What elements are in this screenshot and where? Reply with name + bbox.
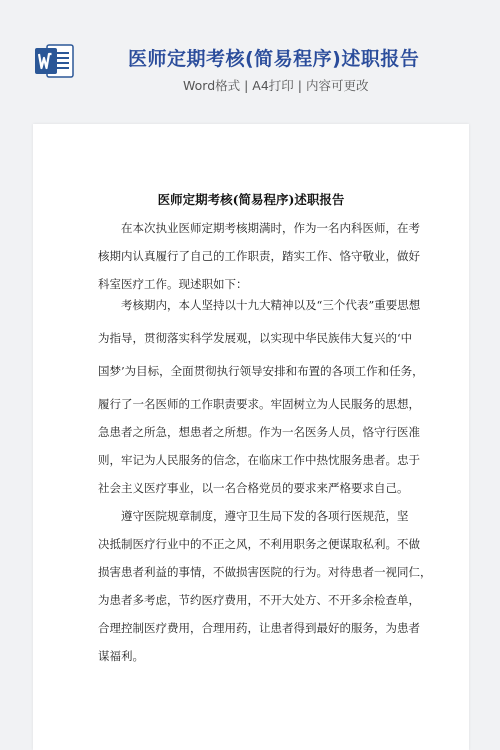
paragraph-line: 合理控制医疗费用，合理用药，让患者得到最好的服务，为患者 [98, 621, 420, 635]
paragraph-1 [98, 214, 420, 298]
paragraph-2 [98, 291, 424, 502]
paragraph-line: 急患者之所急，想患者之所想。作为一名医务人员，恪守行医准 [98, 425, 420, 439]
paragraph-line: 在本次执业医师定期考核期满时，作为一名内科医师，在考 [121, 221, 420, 235]
paragraph-3 [98, 502, 432, 670]
paragraph-line: 社会主义医疗事业，以一名合格党员的要求来严格要求自己。 [98, 481, 409, 495]
paragraph-line: 考核期内，本人坚持以十九大精神以及“三个代表”重要思想 [121, 298, 421, 312]
paragraph-line: 国梦’为目标，全面贯彻执行领导安排和布置的各项工作和任务， [98, 364, 424, 378]
paragraph-line: 为指导，贯彻落实科学发展观，以实现中华民族伟大复兴的‘中 [98, 331, 413, 345]
paragraph-line: 为患者多考虑，节约医疗费用，不开大处方、不开多余检查单， [98, 593, 420, 607]
paragraph-line: 遵守医院规章制度，遵守卫生局下发的各项行医规范，坚 [121, 509, 409, 523]
page-title: 医师定期考核(简易程序)述职报告 [157, 192, 345, 207]
paragraph-line: 核期内认真履行了自己的工作职责，踏实工作、恪守敬业，做好 [98, 249, 420, 263]
paragraph-line: 谋福利。 [98, 649, 144, 663]
paragraph-line: 决抵制医疗行业中的不正之风，不利用职务之便谋取私利。不做 [98, 537, 420, 551]
document-title: 医师定期考核(简易程序)述职报告 [128, 48, 420, 70]
paragraph-line: 科室医疗工作。现述职如下： [98, 277, 248, 291]
word-document-icon [33, 42, 75, 80]
paragraph-line: 履行了一名医师的工作职责要求。牢固树立为人民服务的思想， [98, 397, 420, 411]
header [0, 0, 500, 110]
paragraph-line: 损害患者利益的事情，不做损害医院的行为。对待患者一视同仁， [98, 565, 432, 579]
document-page [33, 124, 469, 750]
document-subtitle: Word格式 | A4打印 | 内容可更改 [183, 78, 369, 93]
paragraph-line: 则，牢记为人民服务的信念，在临床工作中热忱服务患者。忠于 [98, 453, 420, 467]
